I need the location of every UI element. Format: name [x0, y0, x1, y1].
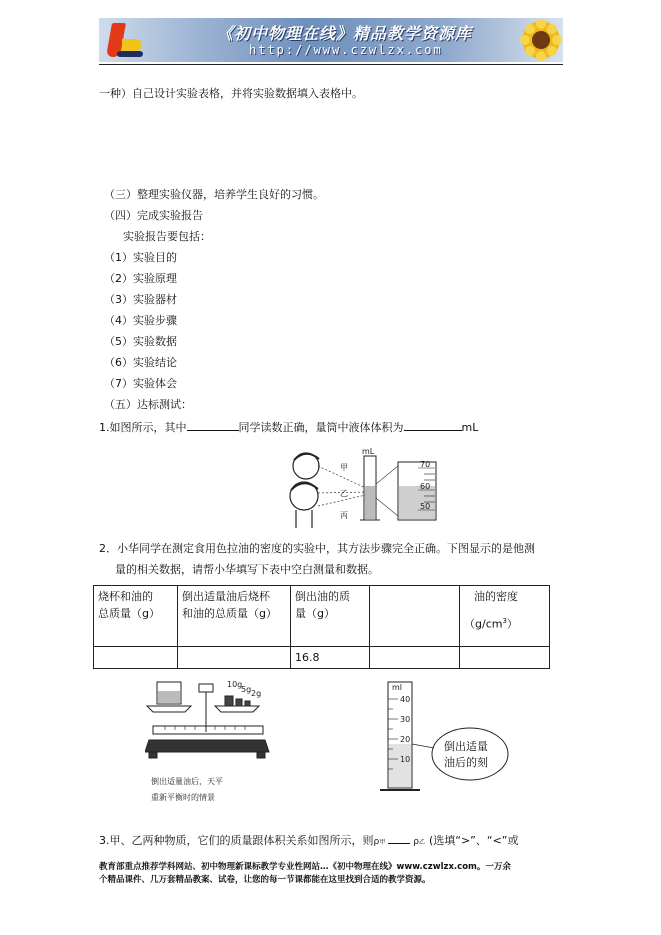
table-header-cell — [291, 586, 370, 647]
report-item-5: （5）实验数据 — [104, 335, 177, 348]
magnified-cylinder — [398, 462, 436, 520]
figure-graduated-cylinder — [372, 672, 522, 800]
question-1 — [99, 419, 478, 435]
label-jia: 甲 — [340, 463, 348, 472]
text-report-includes: 实验报告要包括： — [123, 230, 211, 243]
th5-close: ） — [506, 617, 518, 631]
weight-2g: 2g — [251, 689, 262, 698]
cylinder-unit: ml — [392, 683, 403, 692]
weight-10g: 10g — [227, 680, 243, 689]
q3-text-a: 3.甲、乙两种物质，它们的质量跟体积关系如图所示，则 — [99, 834, 374, 847]
balance-caption-2: 重新平衡时的情景 — [151, 793, 215, 802]
rho-yi: ρ — [413, 837, 419, 847]
label-yi: 乙 — [340, 489, 348, 498]
report-item-7: （7）实验体会 — [104, 377, 177, 390]
figure-balance — [145, 674, 275, 806]
th5-unit: （g/cm — [464, 617, 503, 631]
rho-jia-sub: 甲 — [379, 839, 386, 846]
th5-line1: 油的密度 — [474, 590, 518, 603]
table-cell: 16.8 — [291, 647, 370, 669]
site-url[interactable]: http://www.czwlzx.com — [249, 43, 443, 57]
label-bing: 丙 — [340, 511, 348, 520]
table-cell[interactable] — [460, 647, 550, 669]
q1-text-b: 同学读数正确，量筒中液体体积为 — [238, 421, 404, 434]
student-head-top — [293, 453, 319, 479]
th2-line2: 和油的总质量（g） — [182, 607, 277, 620]
question-3 — [99, 832, 519, 850]
text-step-four: （四）完成实验报告 — [104, 209, 203, 222]
text-design-table: 一种）自己设计实验表格，并将实验数据填入表格中。 — [99, 87, 363, 100]
question-2-line1: 2．小华同学在测定食用色拉油的密度的实验中，其方法步骤完全正确。下图显示的是他测 — [99, 542, 535, 555]
small-cylinder — [360, 456, 380, 520]
site-title: 《初中物理在线》精品教学资源库 — [217, 24, 473, 43]
sight-lines — [318, 466, 370, 506]
table-header-cell — [178, 586, 291, 647]
figure-cylinder-reading — [282, 446, 442, 534]
table-cell[interactable] — [370, 647, 460, 669]
tick-60: 60 — [420, 482, 431, 491]
table-cell[interactable] — [178, 647, 291, 669]
report-item-4: （4）实验步骤 — [104, 314, 177, 327]
data-table — [93, 585, 550, 669]
logo-accent — [122, 39, 142, 51]
student-head-bottom — [290, 482, 318, 528]
footer — [99, 861, 563, 887]
q1-unit: mL — [461, 421, 479, 434]
th2-line1: 倒出适量油后烧杯 — [182, 590, 270, 603]
cyl-tick-20: 20 — [400, 735, 411, 744]
q1-blank-volume[interactable] — [404, 419, 462, 431]
weight-5g: 5g — [241, 685, 252, 694]
header-banner — [99, 18, 563, 62]
cyl-tick-30: 30 — [400, 715, 411, 724]
q3-text-b: (选填“>”、“<”或 — [428, 834, 519, 847]
report-item-6: （6）实验结论 — [104, 356, 177, 369]
th5-sup: 3 — [502, 617, 507, 625]
bubble-text-2: 油后的刻 — [444, 756, 488, 769]
table-cell[interactable] — [94, 647, 178, 669]
small-cylinder-unit: mL — [362, 447, 375, 456]
header-divider — [99, 64, 563, 65]
th5-line2 — [464, 613, 545, 633]
bubble-text-1: 倒出适量 — [444, 740, 488, 753]
q1-text-a: 1.如图所示，其中 — [99, 421, 187, 434]
table-header-cell — [94, 586, 178, 647]
question-2-line2: 量的相关数据，请帮小华填写下表中空白测量和数据。 — [115, 563, 379, 576]
rho-yi-sub: 乙 — [418, 839, 425, 846]
th3-line2: 量（g） — [295, 607, 335, 620]
tick-70: 70 — [420, 460, 431, 469]
table-row — [94, 647, 550, 669]
text-step-five: （五）达标测试： — [104, 398, 192, 411]
th3-line1: 倒出油的质 — [295, 590, 350, 603]
footer-line-1: 教育部重点推荐学科网站、初中物理新课标教学专业性网站…《初中物理在线》www.czwlzx.com。一万余 — [99, 862, 511, 872]
text-step-three: （三）整理实验仪器，培养学生良好的习惯。 — [104, 188, 324, 201]
th1-line2: 总质量（g） — [98, 607, 160, 620]
report-item-2: （2）实验原理 — [104, 272, 177, 285]
sunflower-icon — [519, 18, 563, 62]
q3-blank[interactable] — [388, 832, 410, 844]
cyl-tick-40: 40 — [400, 695, 411, 704]
table-header-cell — [460, 586, 550, 647]
th1-line1: 烧杯和油的 — [98, 590, 153, 603]
zoom-lines — [376, 466, 398, 516]
table-row — [94, 586, 550, 647]
rho-jia: ρ — [373, 837, 380, 847]
balance-caption-1: 倒出适量油后，天平 — [151, 777, 223, 786]
report-item-1: （1）实验目的 — [104, 251, 177, 264]
report-item-3: （3）实验器材 — [104, 293, 177, 306]
footer-line-2: 个精品课件、几万套精品教案、试卷，让您的每一节课都能在这里找到合适的教学资源。 — [99, 875, 431, 885]
cyl-tick-10: 10 — [400, 755, 411, 764]
tick-50: 50 — [420, 502, 431, 511]
logo-base — [117, 51, 143, 57]
q1-blank-student[interactable] — [187, 419, 239, 431]
table-header-cell-empty[interactable] — [370, 586, 460, 647]
